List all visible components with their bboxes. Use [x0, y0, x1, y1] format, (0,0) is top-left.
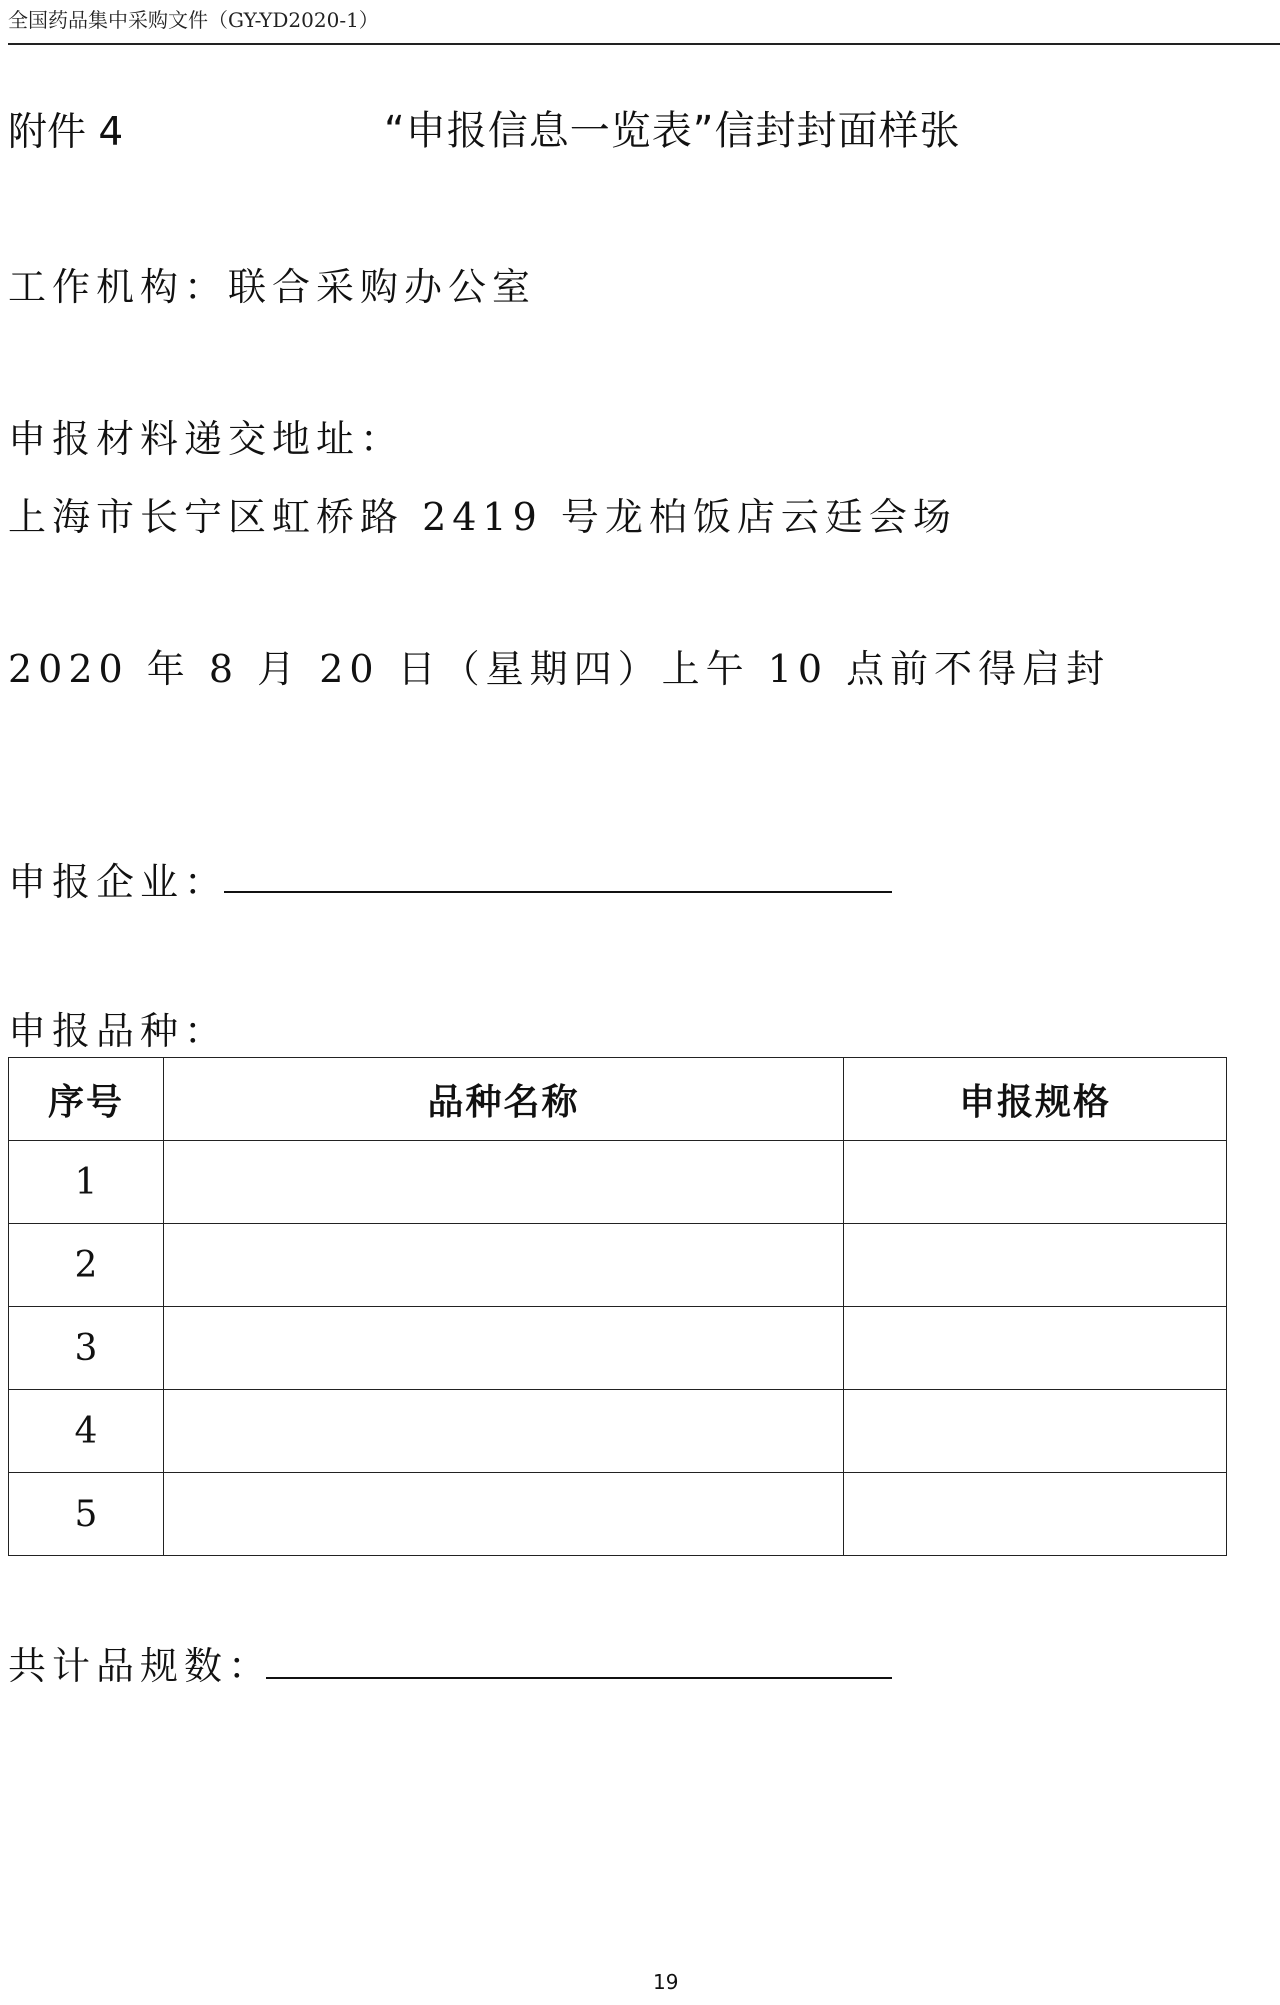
header-divider: [8, 43, 1280, 45]
serial-cell: 5: [9, 1473, 164, 1556]
variety-table: [8, 1057, 1227, 1556]
serial-cell: 2: [9, 1224, 164, 1307]
column-header-serial: 序号: [9, 1058, 164, 1141]
spec-cell: [844, 1307, 1227, 1390]
company-blank-line: [224, 891, 892, 893]
table-row: [9, 1307, 1227, 1390]
table-row: [9, 1141, 1227, 1224]
table-row: [9, 1390, 1227, 1473]
table-row: [9, 1473, 1227, 1556]
document-header: 全国药品集中采购文件（GY-YD2020-1）: [8, 8, 379, 32]
table-header-row: [9, 1058, 1227, 1141]
serial-cell: 3: [9, 1307, 164, 1390]
table-row: [9, 1224, 1227, 1307]
variety-name-cell: [164, 1390, 844, 1473]
variety-label: 申报品种：: [8, 1009, 229, 1053]
attachment-label: 附件 4: [8, 110, 124, 155]
variety-name-cell: [164, 1473, 844, 1556]
serial-cell: 1: [9, 1141, 164, 1224]
total-count-label: 共计品规数：: [8, 1644, 273, 1688]
page-title: “申报信息一览表”信封封面样张: [384, 108, 961, 154]
address-label: 申报材料递交地址：: [8, 417, 405, 461]
spec-cell: [844, 1473, 1227, 1556]
variety-name-cell: [164, 1141, 844, 1224]
deadline-text: 2020 年 8 月 20 日（星期四）上午 10 点前不得启封: [8, 647, 1111, 691]
spec-cell: [844, 1141, 1227, 1224]
serial-cell: 4: [9, 1390, 164, 1473]
spec-cell: [844, 1390, 1227, 1473]
column-header-variety-name: 品种名称: [164, 1058, 844, 1141]
variety-name-cell: [164, 1224, 844, 1307]
page-number: 19: [653, 1970, 679, 1994]
column-header-spec: 申报规格: [844, 1058, 1227, 1141]
variety-name-cell: [164, 1307, 844, 1390]
agency-line: 工作机构：联合采购办公室: [8, 265, 537, 309]
company-label: 申报企业：: [8, 860, 229, 904]
address-text: 上海市长宁区虹桥路 2419 号龙柏饭店云廷会场: [8, 495, 957, 539]
spec-cell: [844, 1224, 1227, 1307]
total-count-blank-line: [266, 1677, 892, 1679]
